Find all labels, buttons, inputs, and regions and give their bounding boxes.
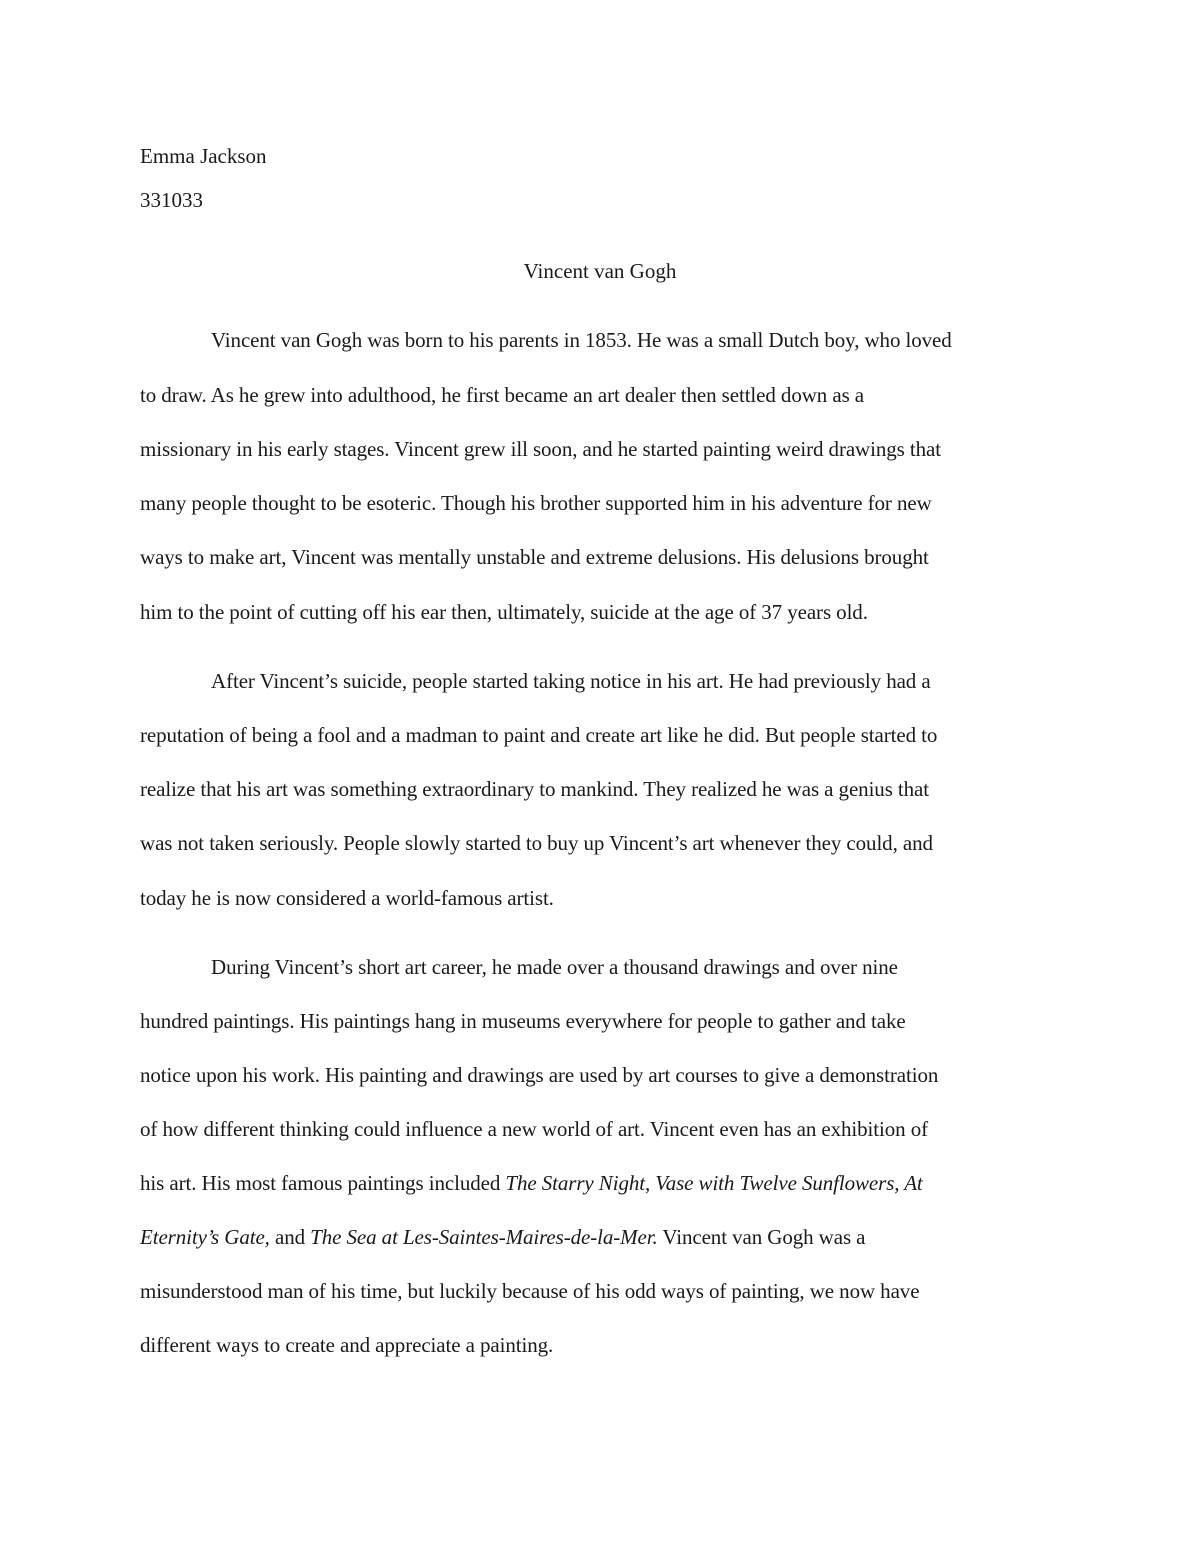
- body-text: and: [269, 1225, 311, 1249]
- author-name: Emma Jackson: [140, 144, 267, 168]
- paragraph-3-line: [140, 1169, 923, 1197]
- paragraph-2-line: was not taken seriously. People slowly started to buy up Vincent’s art whenever they could, and: [140, 831, 933, 855]
- paragraph-3-line: [140, 1223, 865, 1251]
- body-text: Vincent van Gogh was a: [657, 1225, 866, 1249]
- essay-title: Vincent van Gogh: [523, 259, 677, 283]
- painting-title: Eternity’s Gate,: [140, 1225, 270, 1249]
- paragraph-1-line: him to the point of cutting off his ear then, ultimately, suicide at the age of 37 years old.: [140, 600, 868, 624]
- paragraph-3-line: of how different thinking could influence a new world of art. Vincent even has an exhibition of: [140, 1117, 928, 1141]
- body-text: ,: [644, 1171, 656, 1195]
- paragraph-1-line: to draw. As he grew into adulthood, he first became an art dealer then settled down as a: [140, 383, 865, 407]
- paragraph-1-line: missionary in his early stages. Vincent grew ill soon, and he started painting weird drawings that: [140, 437, 941, 461]
- paragraph-2-line: After Vincent’s suicide, people started taking notice in his art. He had previously had a: [211, 669, 931, 693]
- paragraph-3-line: different ways to create and appreciate a painting.: [140, 1333, 554, 1357]
- paragraph-1-line: ways to make art, Vincent was mentally unstable and extreme delusions. His delusions brought: [140, 545, 929, 569]
- body-text: his art. His most famous paintings included: [140, 1171, 506, 1195]
- paragraph-2-line: reputation of being a fool and a madman to paint and create art like he did. But people started to: [140, 723, 938, 747]
- paragraph-2-line: today he is now considered a world-famous artist.: [140, 886, 554, 910]
- paragraph-1-line: many people thought to be esoteric. Though his brother supported him in his adventure for new: [140, 491, 932, 515]
- paragraph-3-line: hundred paintings. His paintings hang in museums everywhere for people to gather and take: [140, 1009, 906, 1033]
- painting-title: The Sea at Les-Saintes-Maires-de-la-Mer.: [310, 1225, 658, 1249]
- paragraph-1-line: Vincent van Gogh was born to his parents in 1853. He was a small Dutch boy, who loved: [211, 328, 952, 352]
- painting-title: Vase with Twelve Sunflowers, At: [655, 1171, 923, 1195]
- paragraph-2-line: realize that his art was something extraordinary to mankind. They realized he was a genius that: [140, 777, 930, 801]
- painting-title: The Starry Night: [505, 1171, 645, 1195]
- student-id: 331033: [140, 188, 203, 212]
- paragraph-3-line: During Vincent’s short art career, he made over a thousand drawings and over nine: [211, 955, 898, 979]
- paragraph-3-line: misunderstood man of his time, but luckily because of his odd ways of painting, we now have: [140, 1279, 920, 1303]
- paragraph-3-line: notice upon his work. His painting and drawings are used by art courses to give a demonstration: [140, 1063, 939, 1087]
